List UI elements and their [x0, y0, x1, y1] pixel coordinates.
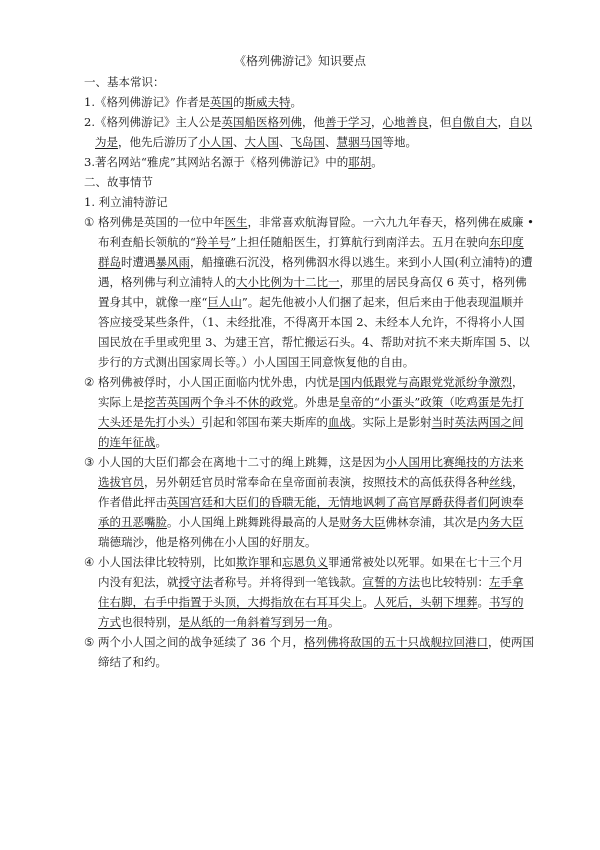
text-run: 和 [270, 555, 282, 569]
text-run: 小人国法律比较特别，比如 [98, 555, 236, 569]
underlined-term: 羚羊号 [195, 235, 231, 249]
text-run: ， [497, 115, 509, 129]
underlined-term: 自以为是 [94, 115, 532, 149]
underlined-term: 当时英法两国之间的连年征战 [98, 415, 524, 449]
text-run: 、 [232, 135, 245, 149]
text-run: 、 [324, 135, 337, 149]
underlined-term: 善于学习 [324, 115, 371, 129]
text-run: 。 [477, 595, 489, 609]
text-run: 瑞德瑞沙，他是格列佛在小人国的好朋友。 [98, 535, 317, 549]
underlined-term: 自傲自大 [451, 115, 498, 129]
section-heading-plot: 二、故事情节 [84, 175, 153, 189]
item-number: 3. [84, 155, 95, 169]
underlined-term: 东印度群岛 [98, 235, 524, 269]
underlined-term: 书写的方式 [98, 595, 524, 629]
paragraph-number: ④ [84, 555, 95, 569]
text-run: 两个小人国之间的战争延续了 36 个月， [98, 635, 304, 649]
paragraph-number: ③ [84, 455, 95, 469]
subsection-heading-lilliput: 1. 利立浦特游记 [84, 195, 168, 209]
text-run: 引起和邻国布莱夫斯库的 [201, 415, 328, 429]
underlined-term: 英国船医格列佛 [221, 115, 302, 129]
item-number: 1. [84, 95, 95, 109]
paragraph-text [98, 452, 534, 552]
underlined-term: 血战 [328, 415, 351, 429]
text-run: 时遭遇 [121, 255, 156, 269]
item-text [95, 152, 534, 172]
text-run: 、 [278, 135, 291, 149]
underlined-term: 国内低跟党与高跟党党派纷争激烈 [339, 375, 512, 389]
text-run: ，使两国缔结了和约。 [98, 635, 534, 669]
underlined-term: 忘恩负义 [282, 555, 328, 569]
text-run: 罪通常被处以死罪。如果在七十三个月内没有犯法，就 [98, 555, 524, 589]
basics-item-3 [84, 152, 534, 172]
paragraph-number: ⑤ [84, 635, 95, 649]
text-run: ， [370, 115, 383, 129]
plot-paragraph-1 [84, 212, 534, 372]
text-run: 。 [290, 95, 302, 109]
underlined-term: 宣誓的方法 [362, 575, 420, 589]
text-run: ，但 [428, 115, 452, 129]
item-number: 2. [84, 115, 95, 129]
text-run: 。 [362, 595, 374, 609]
underlined-term: 授守法 [178, 575, 213, 589]
text-run: ，他先后游历了 [117, 135, 199, 149]
text-run: 。实际上是影射 [351, 415, 432, 429]
page-title: 《格列佛游记》知识要点 [233, 54, 366, 68]
text-run: ，实际上是 [98, 375, 524, 409]
underlined-term: 小人国用比赛绳技的方法来选拔官员 [98, 455, 524, 489]
underlined-term: 内务大臣 [477, 515, 524, 529]
text-run: ，作者借此抨击 [98, 475, 524, 509]
text-run: 著名网站“雅虎”其网站名源于《格列佛游记》中的 [94, 155, 349, 169]
text-run: 格列佛是英国的一位中年 [98, 215, 225, 229]
underlined-term: 英国 [209, 95, 233, 109]
plot-paragraph-5 [84, 632, 534, 672]
underlined-term: 飞岛国 [290, 135, 325, 149]
underlined-term: 皇帝的“小蛋头”政策（吃鸡蛋是先打大头还是先打小头） [98, 395, 524, 429]
text-run: 。 [155, 435, 167, 449]
underlined-term: 英国宫廷和大臣们的昏聩无能，无情地讽刺了高官厚爵获得者们阿谀奉承的丑恶嘴脸 [98, 495, 524, 529]
text-run: ，非常喜欢航海冒险。一六九九年春天，格列佛在威廉 •布利查船长领航的“ [98, 215, 534, 249]
underlined-term: 斯威夫特 [244, 95, 291, 109]
text-run: ，那里的居民身高仅 6 英寸，格列佛置身其中，就像一座“ [98, 275, 527, 309]
text-run: 《格列佛游记》作者是 [94, 95, 210, 109]
underlined-term: 格列佛将敌国的五十只战舰拉回港口 [303, 635, 488, 649]
text-run: ”。起先他被小人们捆了起来，但后来由于他表现温顺并答应接受某些条件，（1、未经批准，不得离开本国 2、未经本人允许，不得将小人国国民放在手里或兜里 3、为建王宫，帮忙搬运石头。4、帮助对抗不来夫斯库国 5、以步行的方式测出国家周长等。）小人国国王同意恢复他的自由。 [98, 295, 530, 369]
paragraph-text [98, 212, 534, 372]
underlined-term: 巨人山 [207, 295, 242, 309]
text-run: 佛林奈浦，其次是 [385, 515, 478, 529]
underlined-term: 人死后，头朝下埋葬 [374, 595, 478, 609]
text-run: 者称号。并将得到一笔钱款。 [213, 575, 363, 589]
text-run: 等地。 [382, 135, 417, 149]
underlined-term: 心地善良 [382, 115, 429, 129]
item-text [95, 112, 534, 152]
underlined-term: 是从纸的一角斜着写到另一角 [178, 615, 328, 629]
text-run: 。小人国绳上跳舞跳得最高的人是 [167, 515, 340, 529]
text-run: 格列佛被俘时，小人国正面临内忧外患，内忧是 [98, 375, 340, 389]
section-heading-basics: 一、基本常识： [84, 75, 165, 89]
text-run: ”上担任随船医生，打算航行到南洋去。五月在驶向 [230, 235, 490, 249]
underlined-term: 小人国 [198, 135, 233, 149]
underlined-term: 挖苦英国两个争斗不休的政党 [144, 395, 294, 409]
underlined-term: 耶胡 [348, 155, 372, 169]
text-run: ，他 [301, 115, 325, 129]
text-run: 也比较特别： [420, 575, 489, 589]
plot-paragraph-3 [84, 452, 534, 552]
paragraph-number: ① [84, 215, 95, 229]
underlined-term: 慧骃马国 [336, 135, 383, 149]
plot-paragraph-2 [84, 372, 534, 452]
text-run: 。外患是 [293, 395, 340, 409]
underlined-term: 暴风雨 [155, 255, 190, 269]
text-run: 《格列佛游记》主人公是 [94, 115, 222, 129]
text-run: 也很特别， [121, 615, 179, 629]
plot-paragraph-4 [84, 552, 534, 632]
underlined-term: 左手拿住右脚，右手中指置于头顶，大拇指放在右耳耳尖上 [98, 575, 524, 609]
text-run: 。 [328, 615, 340, 629]
text-run: ，船撞礁石沉没，格列佛泅水得以逃生。来到小人国(利立浦特)的遭遇，格列佛与利立浦特人的 [98, 255, 533, 289]
document-body [84, 72, 534, 672]
text-run: 。 [371, 155, 383, 169]
paragraph-number: ② [84, 375, 95, 389]
text-run: 的 [232, 95, 245, 109]
item-text [95, 92, 534, 112]
paragraph-text [98, 632, 534, 672]
underlined-term: 财务大臣 [339, 515, 386, 529]
paragraph-text [98, 372, 534, 452]
underlined-term: 大小比例为十二比一 [236, 275, 340, 289]
basics-item-2 [84, 112, 534, 152]
underlined-term: 医生 [224, 215, 248, 229]
underlined-term: 丝线 [489, 475, 512, 489]
paragraph-text [98, 552, 534, 632]
underlined-term: 大人国 [244, 135, 279, 149]
basics-item-1 [84, 92, 534, 112]
text-run: 小人国的大臣们都会在离地十二寸的绳上跳舞，这是因为 [98, 455, 386, 469]
underlined-term: 欺诈罪 [236, 555, 271, 569]
text-run: ，另外朝廷官员时常奉命在皇帝面前表演，按照技术的高低获得各种 [144, 475, 489, 489]
